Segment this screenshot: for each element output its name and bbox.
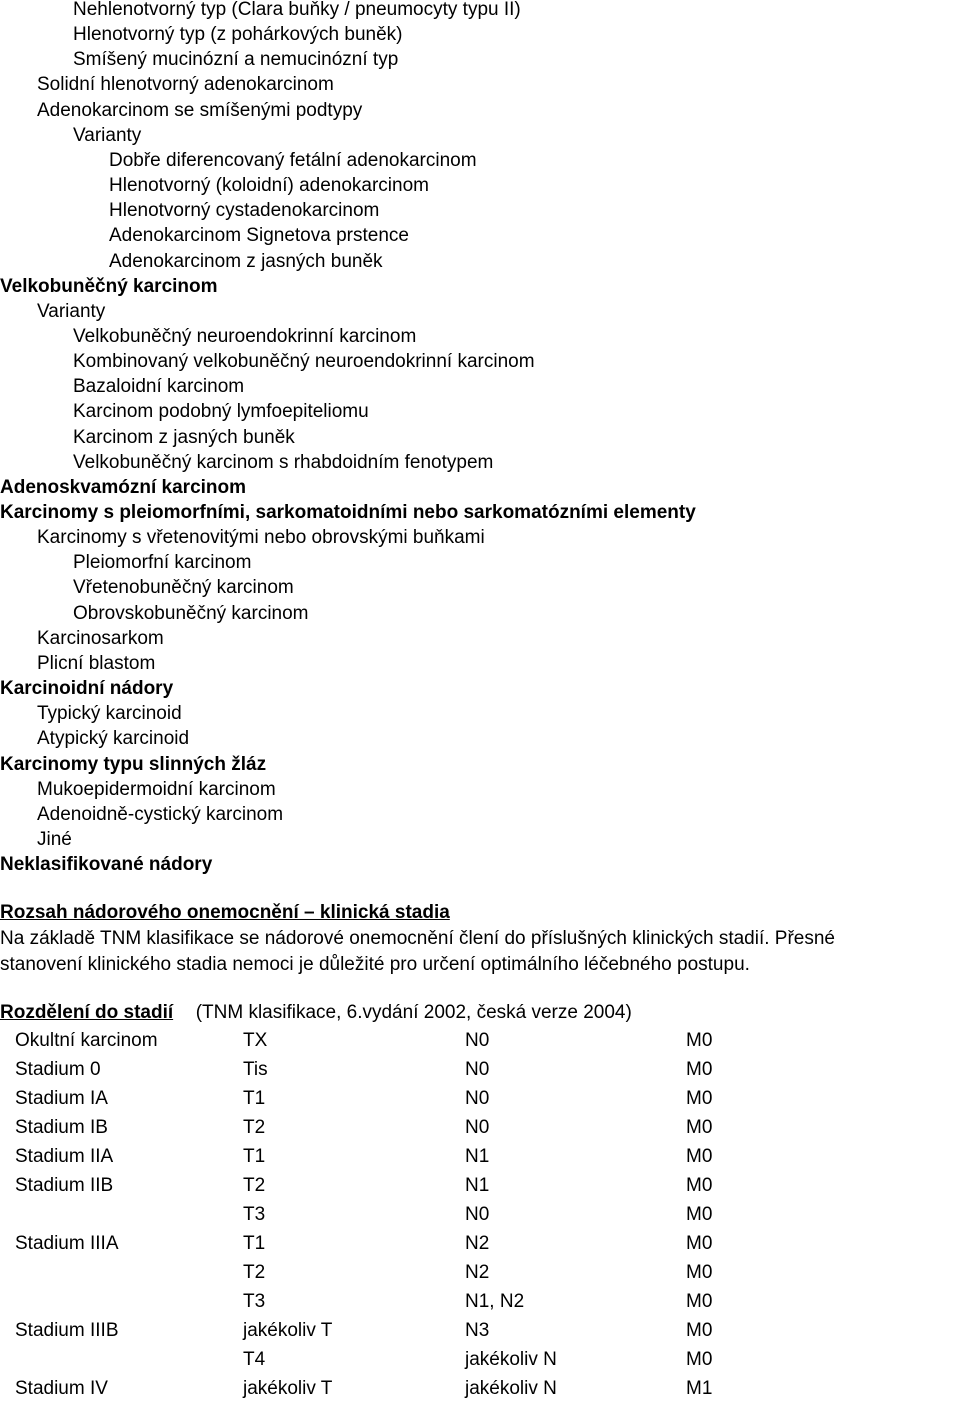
list-item: Adenoidně-cystický karcinom [37, 804, 284, 825]
m-cell: M0 [686, 1233, 713, 1254]
table-row [0, 1171, 960, 1200]
table-row [0, 1287, 960, 1316]
table-row [0, 1084, 960, 1113]
t-cell: T2 [243, 1117, 266, 1138]
t-cell: T1 [243, 1088, 266, 1109]
list-item: Smíšený mucinózní a nemucinózní typ [73, 49, 399, 70]
list-item: Karcinosarkom [37, 628, 164, 649]
m-cell: M0 [686, 1349, 713, 1370]
m-cell: M0 [686, 1059, 713, 1080]
list-item: Vřetenobuněčný karcinom [73, 577, 294, 598]
m-cell: M1 [686, 1378, 713, 1399]
n-cell: N2 [465, 1262, 490, 1283]
table-row [0, 1200, 960, 1229]
list-item: Karcinom z jasných buněk [73, 427, 295, 448]
category-heading: Karcinomy typu slinných žláz [0, 754, 267, 775]
staging-subtitle: (TNM klasifikace, 6.vydání 2002, česká verze 2004) [195, 1002, 632, 1023]
list-item: Typický karcinoid [37, 703, 182, 724]
list-item: Velkobuněčný karcinom s rhabdoidním fenotypem [73, 452, 494, 473]
m-cell: M0 [686, 1320, 713, 1341]
n-cell: N1 [465, 1175, 490, 1196]
list-item: Velkobuněčný neuroendokrinní karcinom [73, 326, 417, 347]
category-heading: Neklasifikované nádory [0, 854, 213, 875]
section-heading: Rozsah nádorového onemocnění – klinická stadia [0, 902, 450, 923]
list-item: Karcinom podobný lymfoepiteliomu [73, 401, 369, 422]
t-cell: jakékoliv T [243, 1320, 333, 1341]
m-cell: M0 [686, 1146, 713, 1167]
list-item: Adenokarcinom Signetova prstence [109, 225, 409, 246]
table-row [0, 1345, 960, 1374]
list-item: Adenokarcinom z jasných buněk [109, 251, 383, 272]
list-item: Adenokarcinom se smíšenými podtypy [37, 100, 363, 121]
category-heading: Velkobuněčný karcinom [0, 276, 218, 297]
n-cell: jakékoliv N [465, 1349, 557, 1370]
m-cell: M0 [686, 1030, 713, 1051]
t-cell: TX [243, 1030, 268, 1051]
paragraph-line-2: stanovení klinického stadia nemoci je důležité pro určení optimálního léčebného postupu. [0, 954, 750, 975]
stage-cell: Stadium 0 [15, 1059, 101, 1080]
t-cell: Tis [243, 1059, 268, 1080]
list-item: Pleiomorfní karcinom [73, 552, 252, 573]
list-item: Atypický karcinoid [37, 728, 190, 749]
t-cell: T3 [243, 1291, 266, 1312]
t-cell: T2 [243, 1175, 266, 1196]
n-cell: N1, N2 [465, 1291, 525, 1312]
n-cell: N2 [465, 1233, 490, 1254]
list-item: Hlenotvorný typ (z pohárkových buněk) [73, 24, 403, 45]
stage-cell: Stadium IIIB [15, 1320, 119, 1341]
n-cell: N1 [465, 1146, 490, 1167]
n-cell: N0 [465, 1059, 490, 1080]
stage-cell: Okultní karcinom [15, 1030, 158, 1051]
list-item: Dobře diferencovaný fetální adenokarcinom [109, 150, 477, 171]
category-heading: Adenoskvamózní karcinom [0, 477, 247, 498]
table-row [0, 1113, 960, 1142]
table-row [0, 1316, 960, 1345]
list-item: Solidní hlenotvorný adenokarcinom [37, 74, 334, 95]
table-row [0, 1374, 960, 1403]
stage-cell: Stadium IB [15, 1117, 108, 1138]
list-item: Bazaloidní karcinom [73, 376, 245, 397]
stage-cell: Stadium IIA [15, 1146, 114, 1167]
m-cell: M0 [686, 1117, 713, 1138]
t-cell: T3 [243, 1204, 266, 1225]
t-cell: jakékoliv T [243, 1378, 333, 1399]
m-cell: M0 [686, 1262, 713, 1283]
list-item: Mukoepidermoidní karcinom [37, 779, 276, 800]
t-cell: T2 [243, 1262, 266, 1283]
list-item: Varianty [73, 125, 142, 146]
table-row [0, 1055, 960, 1084]
n-cell: N0 [465, 1117, 490, 1138]
list-item: Obrovskobuněčný karcinom [73, 603, 309, 624]
list-item: Kombinovaný velkobuněčný neuroendokrinní karcinom [73, 351, 535, 372]
paragraph-line-1: Na základě TNM klasifikace se nádorové onemocnění člení do příslušných klinických stadií. Přesné [0, 928, 835, 949]
category-heading: Karcinoidní nádory [0, 678, 174, 699]
n-cell: N0 [465, 1088, 490, 1109]
staging-title [0, 1000, 632, 1025]
t-cell: T1 [243, 1146, 266, 1167]
table-row [0, 1258, 960, 1287]
list-item: Hlenotvorný cystadenokarcinom [109, 200, 380, 221]
list-item: Hlenotvorný (koloidní) adenokarcinom [109, 175, 429, 196]
n-cell: N3 [465, 1320, 490, 1341]
list-item: Karcinomy s vřetenovitými nebo obrovskými buňkami [37, 527, 485, 548]
t-cell: T4 [243, 1349, 266, 1370]
table-row [0, 1026, 960, 1055]
m-cell: M0 [686, 1088, 713, 1109]
t-cell: T1 [243, 1233, 266, 1254]
list-item: Plicní blastom [37, 653, 156, 674]
stage-cell: Stadium IV [15, 1378, 108, 1399]
category-heading: Karcinomy s pleiomorfními, sarkomatoidními nebo sarkomatózními elementy [0, 502, 696, 523]
list-item: Nehlenotvorný typ (Clara buňky / pneumocyty typu II) [73, 0, 521, 20]
table-row [0, 1229, 960, 1258]
stage-cell: Stadium IA [15, 1088, 108, 1109]
m-cell: M0 [686, 1204, 713, 1225]
n-cell: N0 [465, 1204, 490, 1225]
m-cell: M0 [686, 1291, 713, 1312]
stage-cell: Stadium IIB [15, 1175, 114, 1196]
n-cell: N0 [465, 1030, 490, 1051]
staging-heading: Rozdělení do stadií [0, 1002, 174, 1023]
list-item: Varianty [37, 301, 106, 322]
stage-cell: Stadium IIIA [15, 1233, 119, 1254]
table-row [0, 1142, 960, 1171]
m-cell: M0 [686, 1175, 713, 1196]
n-cell: jakékoliv N [465, 1378, 557, 1399]
list-item: Jiné [37, 829, 72, 850]
